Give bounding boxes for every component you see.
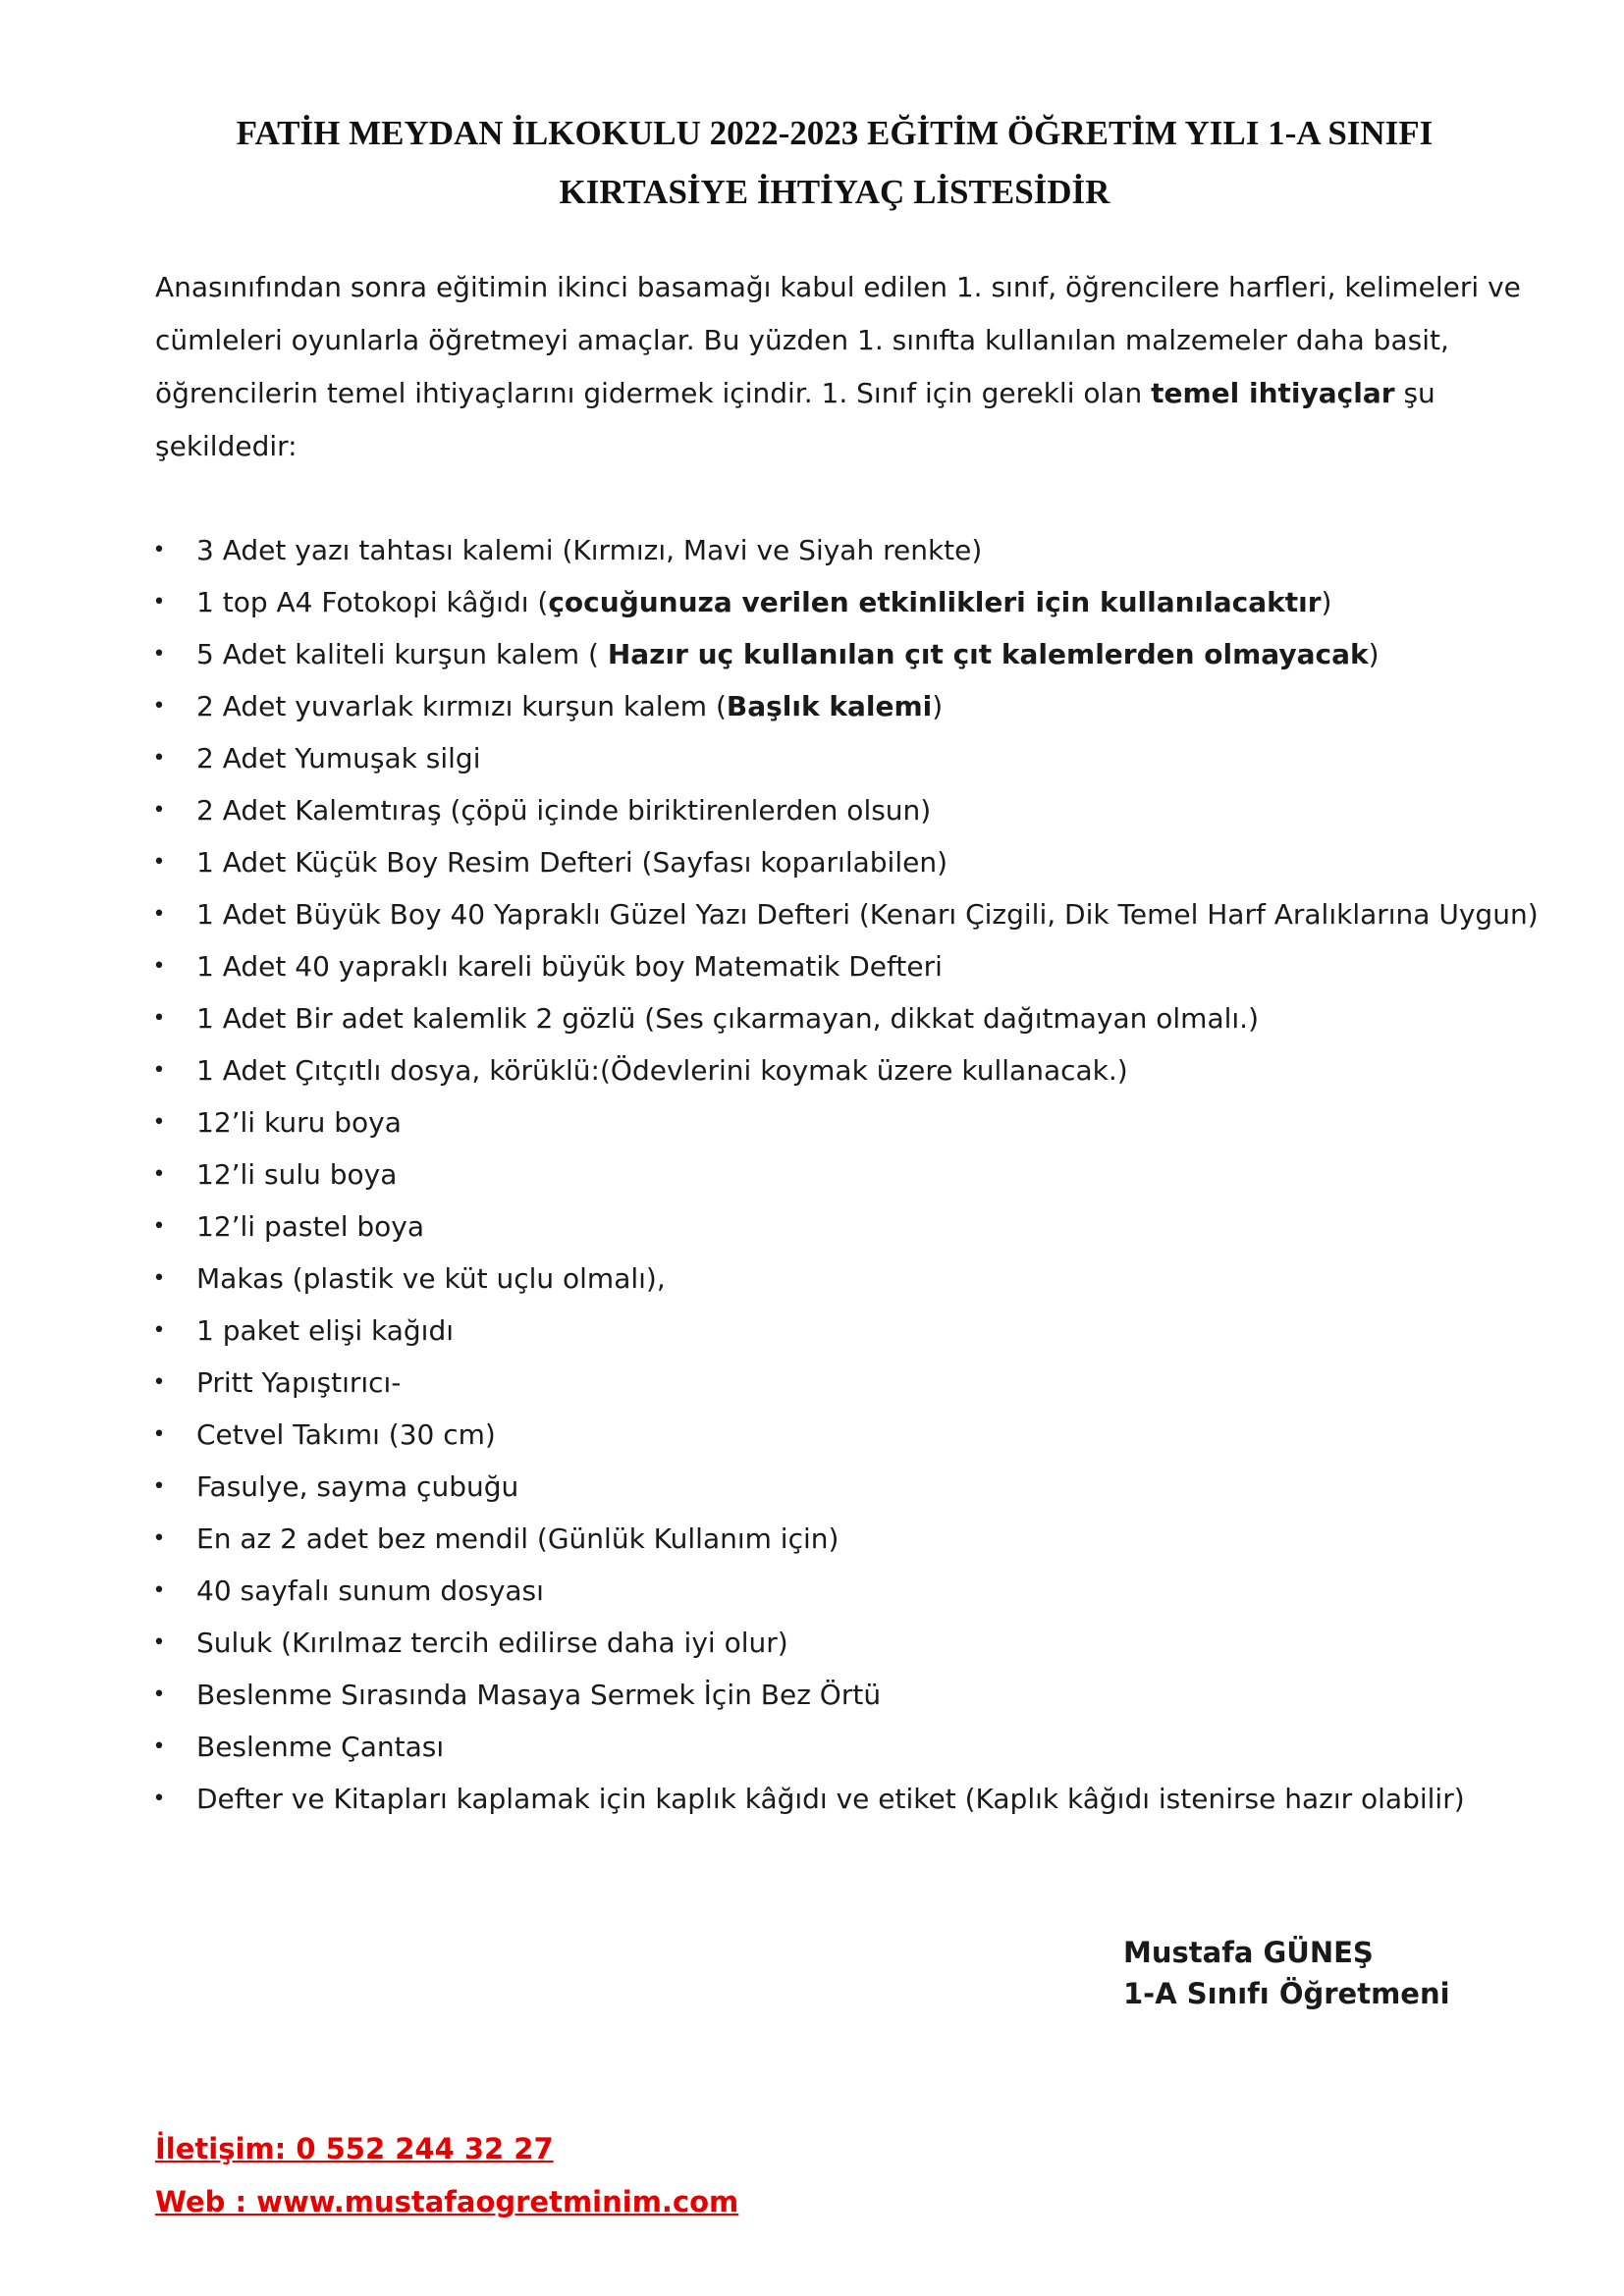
- list-item: [152, 1201, 1569, 1253]
- list-item: [152, 1565, 1569, 1617]
- list-item-text: 1 Adet Bir adet kalemlik 2 gözlü (Ses çıkarmayan, dikkat dağıtmayan olmalı.): [196, 1002, 1259, 1035]
- list-item-text: Beslenme Çantası: [196, 1731, 445, 1763]
- bullet-icon: •: [152, 1318, 166, 1343]
- document-title: [147, 104, 1522, 222]
- bullet-icon: •: [152, 1110, 166, 1135]
- list-item-text: Suluk (Kırılmaz tercih edilirse daha iyi olur): [196, 1627, 788, 1659]
- intro-paragraph: [155, 261, 1549, 473]
- teacher-role: 1-A Sınıfı Öğretmeni: [1123, 1977, 1450, 2010]
- intro-bold-text: temel ihtiyaçlar: [1151, 377, 1395, 409]
- list-item-text-after: ): [932, 690, 944, 722]
- list-item: [152, 628, 1569, 680]
- bullet-icon: •: [152, 1370, 166, 1395]
- list-item-text: 12’li sulu boya: [196, 1158, 398, 1191]
- list-item: [152, 732, 1569, 784]
- list-item: [152, 888, 1569, 940]
- teacher-name: Mustafa GÜNEŞ: [1123, 1936, 1374, 1969]
- contact-web-link[interactable]: Web : www.mustafaogretminim.com: [155, 2185, 739, 2218]
- bullet-icon: •: [152, 1526, 166, 1551]
- intro-text-after: şu şekildedir:: [155, 377, 1435, 462]
- contact-phone: İletişim: 0 552 244 32 27: [155, 2132, 554, 2165]
- bullet-icon: •: [152, 1735, 166, 1759]
- list-item: [152, 836, 1569, 888]
- list-item: [152, 1305, 1569, 1357]
- bullet-icon: •: [152, 1682, 166, 1707]
- list-item: [152, 940, 1569, 992]
- list-item-text: 1 Adet Küçük Boy Resim Defteri (Sayfası koparılabilen): [196, 846, 947, 879]
- list-item-text: 40 sayfalı sunum dosyası: [196, 1575, 544, 1607]
- bullet-icon: •: [152, 1214, 166, 1239]
- list-item: [152, 1044, 1569, 1096]
- list-item: [152, 524, 1569, 576]
- list-item-text: Beslenme Sırasında Masaya Sermek İçin Bez Örtü: [196, 1679, 882, 1711]
- list-item-text: 2 Adet Yumuşak silgi: [196, 742, 481, 774]
- list-item-text: En az 2 adet bez mendil (Günlük Kullanım için): [196, 1522, 839, 1555]
- list-item-text: 1 Adet 40 yapraklı kareli büyük boy Matematik Defteri: [196, 950, 943, 983]
- bullet-icon: •: [152, 1162, 166, 1187]
- bullet-icon: •: [152, 1422, 166, 1447]
- list-item-text: Pritt Yapıştırıcı-: [196, 1366, 402, 1399]
- intro-text-before: Anasınıfından sonra eğitimin ikinci basamağı kabul edilen 1. sınıf, öğrencilere harfleri, kelimeleri ve cümleleri oyunlarla öğretmeyi amaçlar. Bu yüzden 1. sınıfta kullanılan malzemeler daha basit, öğrencilerin temel ihtiyaçlarını gidermek içindir. 1. Sınıf için gerekli olan: [155, 271, 1521, 409]
- list-item: [152, 1721, 1569, 1773]
- list-item: [152, 576, 1569, 628]
- list-item: [152, 1357, 1569, 1409]
- list-item-text: Cetvel Takımı (30 cm): [196, 1418, 496, 1451]
- list-item-bold-text: Başlık kalemi: [726, 690, 933, 722]
- signature-block: [1123, 1932, 1450, 2014]
- bullet-icon: •: [152, 902, 166, 927]
- list-item-text: 1 top A4 Fotokopi kâğıdı (: [196, 586, 549, 618]
- list-item: [152, 1253, 1569, 1305]
- list-item-text: 12’li kuru boya: [196, 1106, 402, 1139]
- list-item: [152, 1669, 1569, 1721]
- bullet-icon: •: [152, 1630, 166, 1655]
- bullet-icon: •: [152, 642, 166, 667]
- list-item-text-after: ): [1321, 586, 1332, 618]
- bullet-icon: •: [152, 694, 166, 719]
- list-item-text: 3 Adet yazı tahtası kalemi (Kırmızı, Mavi ve Siyah renkte): [196, 534, 983, 566]
- list-item-text: 1 paket elişi kağıdı: [196, 1314, 455, 1347]
- bullet-icon: •: [152, 798, 166, 823]
- bullet-icon: •: [152, 1578, 166, 1603]
- bullet-icon: •: [152, 1266, 166, 1291]
- bullet-icon: •: [152, 538, 166, 562]
- list-item: [152, 1513, 1569, 1565]
- list-item: [152, 680, 1569, 732]
- list-item: [152, 1461, 1569, 1513]
- list-item-text: 2 Adet Kalemtıraş (çöpü içinde biriktirenlerden olsun): [196, 794, 932, 827]
- bullet-icon: •: [152, 1474, 166, 1499]
- bullet-icon: •: [152, 850, 166, 875]
- list-item-text-after: ): [1368, 638, 1380, 670]
- list-item-text: Fasulye, sayma çubuğu: [196, 1470, 519, 1503]
- list-item-text: Defter ve Kitapları kaplamak için kaplık kâğıdı ve etiket (Kaplık kâğıdı istenirse hazır olabilir): [196, 1783, 1465, 1815]
- list-item-text: 12’li pastel boya: [196, 1210, 425, 1243]
- list-item: [152, 1148, 1569, 1201]
- list-item: [152, 1617, 1569, 1669]
- list-item: [152, 784, 1569, 836]
- list-item-bold-text: Hazır uç kullanılan çıt çıt kalemlerden olmayacak: [607, 638, 1369, 670]
- list-item: [152, 1409, 1569, 1461]
- list-item: [152, 1096, 1569, 1148]
- contact-block: [155, 2122, 738, 2228]
- list-item-text: 1 Adet Büyük Boy 40 Yapraklı Güzel Yazı Defteri (Kenarı Çizgili, Dik Temel Harf Aralıklarına Uygun): [196, 898, 1539, 931]
- bullet-icon: •: [152, 954, 166, 979]
- supply-list: [152, 524, 1569, 1825]
- bullet-icon: •: [152, 1006, 166, 1031]
- bullet-icon: •: [152, 590, 166, 614]
- list-item-text: 5 Adet kaliteli kurşun kalem (: [196, 638, 608, 670]
- list-item-bold-text: çocuğunuza verilen etkinlikleri için kullanılacaktır: [548, 586, 1322, 618]
- bullet-icon: •: [152, 1787, 166, 1811]
- list-item: [152, 992, 1569, 1044]
- bullet-icon: •: [152, 746, 166, 771]
- list-item-text: 2 Adet yuvarlak kırmızı kurşun kalem (: [196, 690, 727, 722]
- title-line-2: KIRTASİYE İHTİYAÇ LİSTESİDİR: [559, 173, 1110, 211]
- bullet-icon: •: [152, 1058, 166, 1083]
- list-item: [152, 1773, 1569, 1825]
- list-item-text: Makas (plastik ve küt uçlu olmalı),: [196, 1262, 666, 1295]
- title-line-1: FATİH MEYDAN İLKOKULU 2022-2023 EĞİTİM ÖĞRETİM YILI 1-A SINIFI: [236, 114, 1434, 152]
- list-item-text: 1 Adet Çıtçıtlı dosya, körüklü:(Ödevlerini koymak üzere kullanacak.): [196, 1054, 1128, 1087]
